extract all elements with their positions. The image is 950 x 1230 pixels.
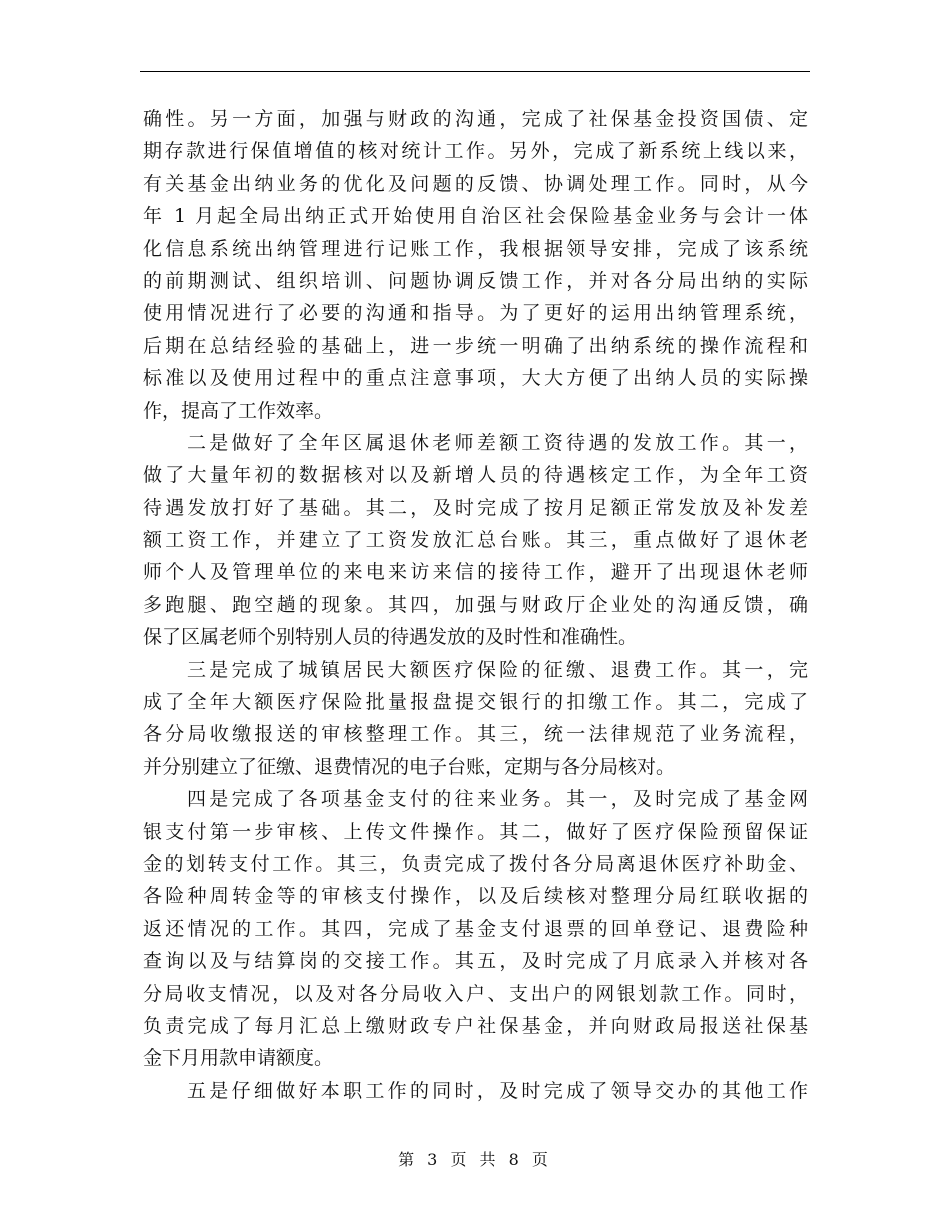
paragraph-first-line: 五是仔细做好本职工作的同时，及时完成了领导交办的其他工作 — [187, 1079, 808, 1102]
document-body — [143, 103, 808, 1107]
paragraph-first-line: 四是完成了各项基金支付的往来业务。其一，及时完成了基金网 — [187, 788, 808, 811]
paragraph-first-line: 二是做好了全年区属退休老师差额工资待遇的发放工作。其一， — [187, 431, 808, 454]
text-line: 期存款进行保值增值的核对统计工作。另外，完成了新系统上线以来， — [143, 140, 808, 163]
text-line: 银支付第一步审核、上传文件操作。其二，做好了医疗保险预留保证 — [143, 820, 808, 843]
text-line: 各分局收缴报送的审核整理工作。其三，统一法律规范了业务流程， — [143, 723, 808, 746]
text-line: 各险种周转金等的审核支付操作，以及后续核对整理分局红联收据的 — [143, 885, 808, 908]
text-line: 负责完成了每月汇总上缴财政专户社保基金，并向财政局报送社保基 — [143, 1014, 808, 1037]
text-line: 化信息系统出纳管理进行记账工作，我根据领导安排，完成了该系统 — [143, 237, 808, 260]
text-line: 标准以及使用过程中的重点注意事项，大大方便了出纳人员的实际操 — [143, 367, 808, 390]
text-line: 师个人及管理单位的来电来访来信的接待工作，避开了出现退休老师 — [143, 561, 808, 584]
text-line: 作，提高了工作效率。 — [143, 399, 334, 422]
paragraph-first-line: 三是完成了城镇居民大额医疗保险的征缴、退费工作。其一，完 — [187, 658, 808, 681]
text-line: 后期在总结经验的基础上，进一步统一明确了出纳系统的操作流程和 — [143, 334, 808, 357]
text-line: 确性。另一方面，加强与财政的沟通，完成了社保基金投资国债、定 — [143, 108, 808, 130]
text-line: 分局收支情况，以及对各分局收入户、支出户的网银划款工作。同时， — [143, 982, 808, 1005]
page-footer: 第 3 页 共 8 页 — [398, 1150, 552, 1169]
text-line: 的前期测试、组织培训、问题协调反馈工作，并对各分局出纳的实际 — [143, 269, 808, 292]
text-line: 做了大量年初的数据核对以及新增人员的待遇核定工作，为全年工资 — [143, 464, 808, 487]
text-line: 多跑腿、跑空趟的现象。其四，加强与财政厅企业处的沟通反馈，确 — [143, 593, 808, 616]
text-line: 查询以及与结算岗的交接工作。其五，及时完成了月底录入并核对各 — [143, 950, 808, 973]
text-line: 额工资工作，并建立了工资发放汇总台账。其三，重点做好了退休老 — [143, 529, 808, 552]
text-line: 保了区属老师个别特别人员的待遇发放的及时性和准确性。 — [143, 626, 638, 649]
header-rule — [140, 71, 810, 72]
text-line: 并分别建立了征缴、退费情况的电子台账，定期与各分局核对。 — [143, 755, 676, 778]
text-line: 返还情况的工作。其四，完成了基金支付退票的回单登记、退费险种 — [143, 917, 808, 940]
text-line: 待遇发放打好了基础。其二，及时完成了按月足额正常发放及补发差 — [143, 496, 808, 519]
text-line: 成了全年大额医疗保险批量报盘提交银行的扣缴工作。其二，完成了 — [143, 691, 808, 714]
text-line: 使用情况进行了必要的沟通和指导。为了更好的运用出纳管理系统， — [143, 302, 808, 325]
text-line: 有关基金出纳业务的优化及问题的反馈、协调处理工作。同时，从今 — [143, 172, 808, 195]
text-line: 金下月用款申请额度。 — [143, 1047, 334, 1070]
text-line: 金的划转支付工作。其三，负责完成了拨付各分局离退休医疗补助金、 — [143, 852, 808, 875]
text-line: 年 1 月起全局出纳正式开始使用自治区社会保险基金业务与会计一体 — [143, 205, 808, 228]
